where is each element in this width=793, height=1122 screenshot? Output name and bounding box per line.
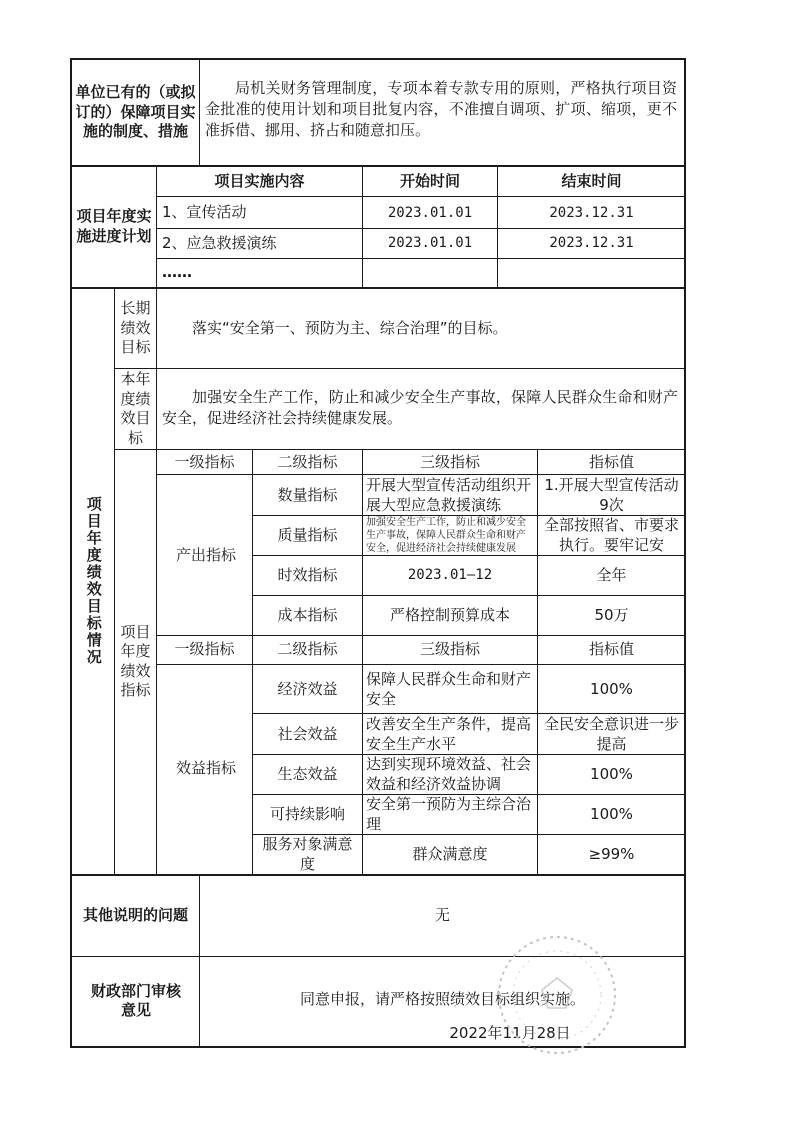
other-content: 无	[434, 906, 450, 925]
output-row-1-level3: 开展大型宣传活动组织开展大型应急救援演练	[366, 476, 532, 514]
finance-label: 财政部门审核意见	[90, 981, 181, 1019]
goals-line-longterm	[114, 368, 686, 369]
output-indicator-label: 产出指标	[176, 545, 237, 564]
output-row-1-value: 1.开展大型宣传活动9次	[544, 476, 679, 514]
benefit-row-3-level3: 达到实现环境效益、社会效益和经济效益协调	[366, 755, 532, 793]
indicator-header2-value: 指标值	[588, 640, 634, 659]
benefit-row-3-name: 生态效益	[277, 764, 338, 783]
border-right	[684, 58, 686, 1048]
output-row-4-value: 50万	[594, 605, 629, 624]
schedule-label: 项目年度实施进度计划	[76, 207, 152, 245]
separator-schedule	[70, 287, 686, 289]
measures-label: 单位已有的（或拟订的）保障项目实施的制度、措施	[75, 83, 196, 141]
schedule-row-2-start: 2023.01.01	[387, 235, 473, 252]
output-row-4-level3: 严格控制预算成本	[389, 605, 510, 624]
benefit-row-1-level3: 保障人民群众生命和财产安全	[366, 670, 532, 708]
benefit-row-2-name: 社会效益	[277, 724, 338, 743]
output-row-3-value: 全年	[596, 565, 627, 584]
long-term-content: 落实“安全第一、预防为主、综合治理”的目标。	[192, 319, 508, 337]
benefit-row-4-value: 100%	[590, 804, 633, 823]
indicator-header-level1: 一级指标	[174, 452, 235, 471]
measures-content: 局机关财务管理制度，专项本着专款专用的原则，严格执行项目资金批准的使用计划和项目批复内容，不准擅自调项、扩项、缩项，更不准拆借、挪用、挤占和随意扣压。	[205, 79, 677, 139]
indicator-header-level2: 二级指标	[277, 452, 338, 471]
output-row-4-name: 成本指标	[277, 605, 338, 624]
finance-content: 同意申报，请严格按照绩效目标组织实施。	[299, 990, 585, 1009]
output-row-2-name: 质量指标	[277, 525, 338, 544]
schedule-header-content: 项目实施内容	[214, 171, 305, 190]
goals-divider-inner	[156, 287, 157, 874]
benefit-row-3-value: 100%	[590, 764, 633, 783]
annual-content: 加强安全生产工作，防止和减少安全生产事故，保障人民群众生命和财产安全，促进经济社会持续健康发展。	[162, 388, 678, 427]
border-top	[70, 58, 686, 60]
schedule-row-1-end: 2023.12.31	[549, 204, 634, 221]
indicator-header2-level2: 二级指标	[277, 640, 338, 659]
indicator-header2-level3: 三级指标	[419, 640, 480, 659]
annual-label: 本年度绩效目标	[120, 370, 151, 447]
schedule-row-1-content: 1、宣传活动	[162, 203, 247, 222]
indicator-header2-level1: 一级指标	[174, 640, 235, 659]
measures-divider	[199, 58, 200, 165]
schedule-header-end: 结束时间	[561, 171, 622, 190]
indicator-header-level3: 三级指标	[419, 452, 480, 471]
benefit-row-4-name: 可持续影响	[269, 804, 345, 823]
border-left	[70, 58, 72, 1048]
output-row-2-value: 全部按照省、市要求执行。要牢记安	[543, 516, 679, 554]
official-seal-stamp	[492, 930, 622, 1060]
indicator-header-value: 指标值	[588, 452, 634, 471]
benefit-row-4-level3: 安全第一预防为主综合治理	[366, 795, 532, 833]
schedule-header-start: 开始时间	[399, 171, 460, 190]
indicators-label: 项目年度绩效指标	[120, 622, 151, 699]
separator-goals	[70, 874, 686, 876]
benefit-row-2-level3: 改善安全生产条件，提高安全生产水平	[366, 715, 532, 753]
schedule-row-2-end: 2023.12.31	[549, 235, 634, 252]
output-row-3-name: 时效指标	[277, 565, 338, 584]
benefit-row-5-level3: 群众满意度	[412, 844, 488, 863]
output-row-3-level3: 2023.01—12	[407, 567, 493, 584]
goals-label: 项目年度绩效目标情况	[84, 496, 103, 666]
benefit-row-2-value: 全民安全意识进一步提高	[543, 715, 679, 753]
schedule-row-1-start: 2023.01.01	[387, 204, 473, 221]
other-label: 其他说明的问题	[82, 906, 188, 925]
benefit-row-5-name: 服务对象满意度	[262, 835, 353, 873]
benefit-row-1-value: 100%	[590, 679, 633, 698]
schedule-row-3-content: ……	[162, 263, 192, 282]
benefit-indicator-label: 效益指标	[176, 759, 237, 778]
benefit-row-5-value: ≥99%	[588, 844, 635, 863]
finance-date: 2022年11月28日	[449, 1024, 571, 1043]
schedule-row-2-content: 2、应急救援演练	[162, 233, 277, 252]
long-term-label: 长期绩效目标	[120, 299, 151, 357]
output-row-1-name: 数量指标	[277, 485, 338, 504]
output-row-2-level3: 加强安全生产工作，防止和减少安全生产事故，保障人民群众生命和财产安全，促进经济社会持续健康发展	[366, 517, 526, 554]
benefit-row-1-name: 经济效益	[277, 679, 338, 698]
